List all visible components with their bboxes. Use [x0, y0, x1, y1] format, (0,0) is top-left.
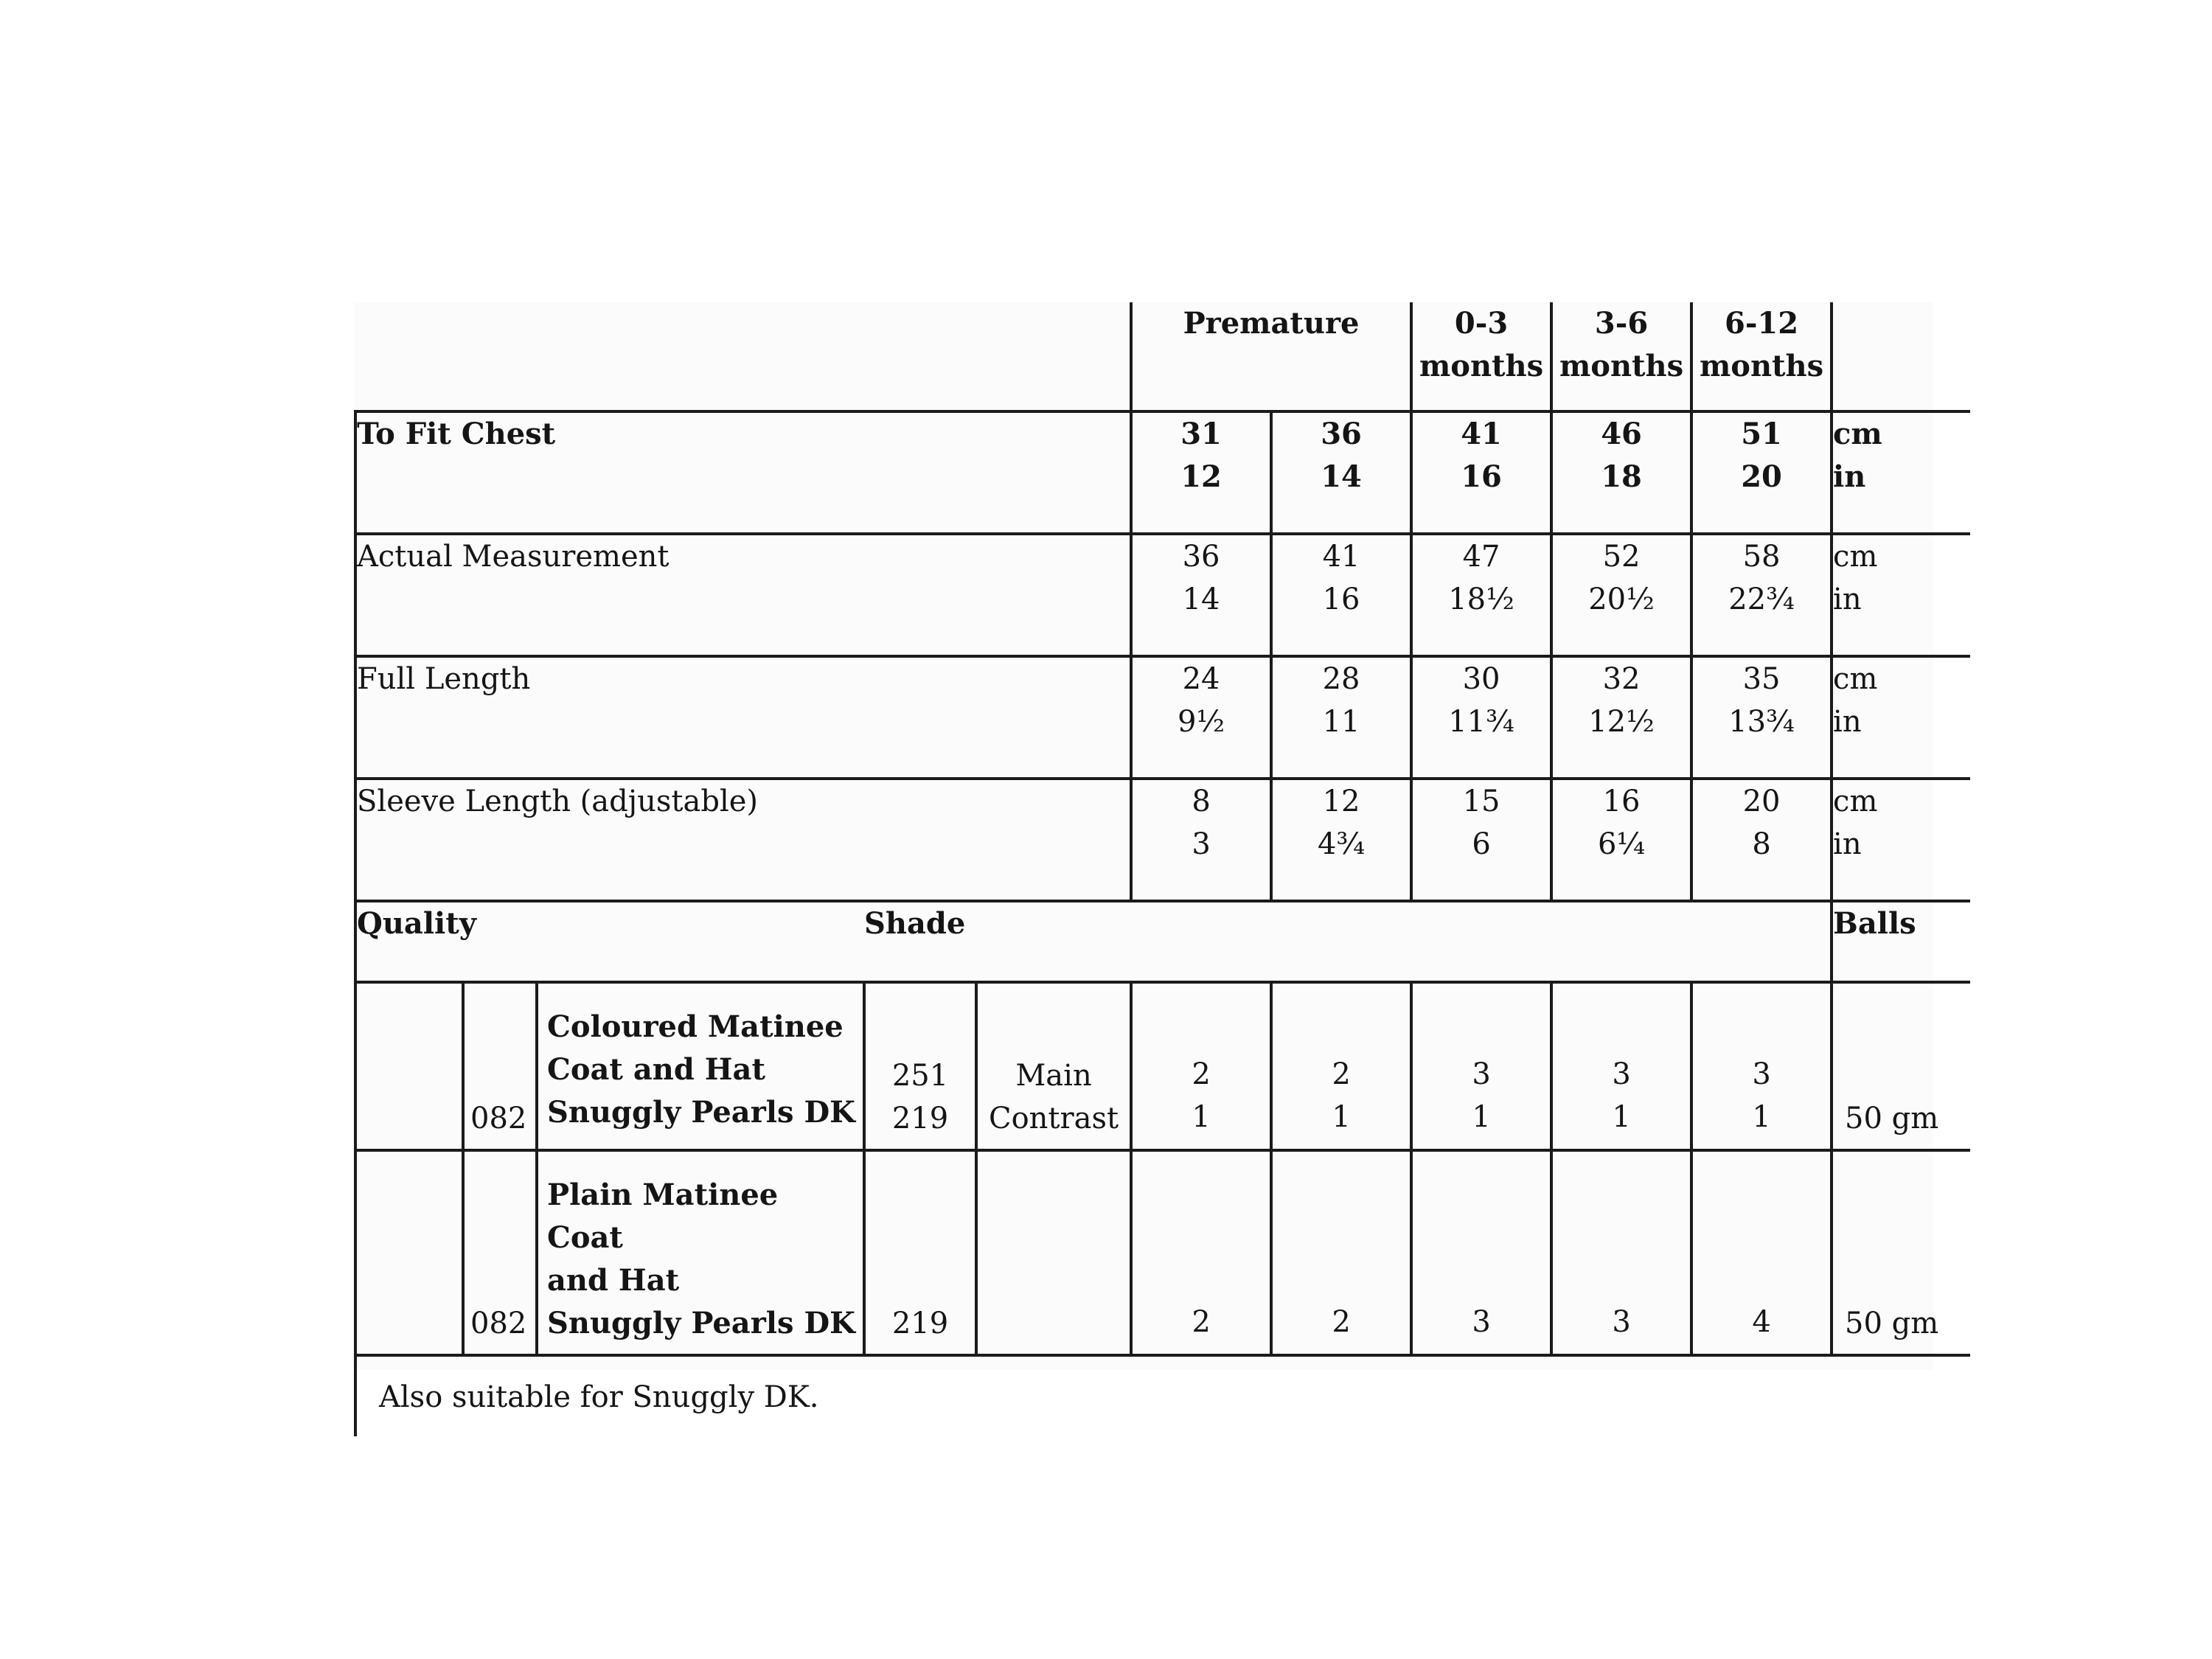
footer-row: [355, 1355, 1970, 1436]
value-cell: 58 22¾: [1691, 534, 1832, 656]
ball-count: 2: [1271, 1150, 1411, 1355]
value-cell: 31 12: [1131, 411, 1271, 534]
row-label-actual-measurement: Actual Measurement: [355, 534, 1131, 656]
value-cell: 16 6¼: [1551, 779, 1691, 901]
quality-code: 082: [463, 982, 537, 1150]
measurement-row: [355, 656, 1970, 779]
value-cell: 15 6: [1411, 779, 1551, 901]
ball-count: 3 1: [1411, 982, 1551, 1150]
shade-numbers: 251 219: [864, 982, 976, 1150]
shade-roles: [976, 1150, 1131, 1355]
value-cell: 41 16: [1271, 534, 1411, 656]
ball-count: 2: [1131, 1150, 1271, 1355]
header-3-6-months: 3-6 months: [1551, 302, 1691, 411]
value-cell: 20 8: [1691, 779, 1832, 901]
header-0-3-months: 0-3 months: [1411, 302, 1551, 411]
value-cell: 28 11: [1271, 656, 1411, 779]
quality-code: 082: [463, 1150, 537, 1355]
footer-note: Also suitable for Snuggly DK.: [355, 1355, 1970, 1436]
value-cell: 24 9½: [1131, 656, 1271, 779]
yarn-description: Plain Matinee Coat and Hat Snuggly Pearls DK: [537, 1150, 864, 1355]
quality-spacer: [355, 1150, 463, 1355]
shade-header: Shade: [864, 901, 1832, 982]
unit-cell: cm in: [1832, 411, 1970, 534]
value-cell: 36 14: [1271, 411, 1411, 534]
ball-count: 3: [1551, 1150, 1691, 1355]
yarn-row-coloured: [355, 982, 1970, 1150]
ball-count: 3 1: [1691, 982, 1832, 1150]
ball-count: 2 1: [1131, 982, 1271, 1150]
value-cell: 35 13¾: [1691, 656, 1832, 779]
header-6-12-months: 6-12 months: [1691, 302, 1832, 411]
quality-header: Quality: [355, 901, 864, 982]
measurement-row: [355, 534, 1970, 656]
ball-count: 2 1: [1271, 982, 1411, 1150]
ball-count: 3: [1411, 1150, 1551, 1355]
measurement-row: [355, 779, 1970, 901]
header-unit-blank: [1832, 302, 1970, 411]
row-label-full-length: Full Length: [355, 656, 1131, 779]
shade-numbers: 219: [864, 1150, 976, 1355]
value-cell: 47 18½: [1411, 534, 1551, 656]
value-cell: 41 16: [1411, 411, 1551, 534]
unit-cell: cm in: [1832, 779, 1970, 901]
value-cell: 30 11¾: [1411, 656, 1551, 779]
balls-header: Balls: [1832, 901, 1970, 982]
measurement-row: [355, 411, 1970, 534]
row-label-sleeve-length: Sleeve Length (adjustable): [355, 779, 1131, 901]
value-cell: 36 14: [1131, 534, 1271, 656]
unit-cell: cm in: [1832, 534, 1970, 656]
value-cell: 12 4¾: [1271, 779, 1411, 901]
value-cell: 32 12½: [1551, 656, 1691, 779]
quality-spacer: [355, 982, 463, 1150]
yarn-header-row: [355, 901, 1970, 982]
ball-weight: 50 gm: [1832, 982, 1970, 1150]
ball-count: 3 1: [1551, 982, 1691, 1150]
pattern-size-table-scan: [354, 302, 1939, 1414]
blank-corner: [355, 302, 1131, 411]
ball-weight: 50 gm: [1832, 1150, 1970, 1355]
ball-count: 4: [1691, 1150, 1832, 1355]
yarn-description: Coloured Matinee Coat and Hat Snuggly Pearls DK: [537, 982, 864, 1150]
value-cell: 8 3: [1131, 779, 1271, 901]
value-cell: 51 20: [1691, 411, 1832, 534]
shade-roles: Main Contrast: [976, 982, 1131, 1150]
row-label-to-fit-chest: To Fit Chest: [355, 411, 1131, 534]
value-cell: 46 18: [1551, 411, 1691, 534]
size-table: [354, 302, 1970, 1436]
header-premature: [1131, 302, 1411, 411]
size-header-row: [355, 302, 1970, 411]
premature-label: Premature: [1183, 306, 1360, 341]
unit-cell: cm in: [1832, 656, 1970, 779]
value-cell: 52 20½: [1551, 534, 1691, 656]
yarn-row-plain: [355, 1150, 1970, 1355]
